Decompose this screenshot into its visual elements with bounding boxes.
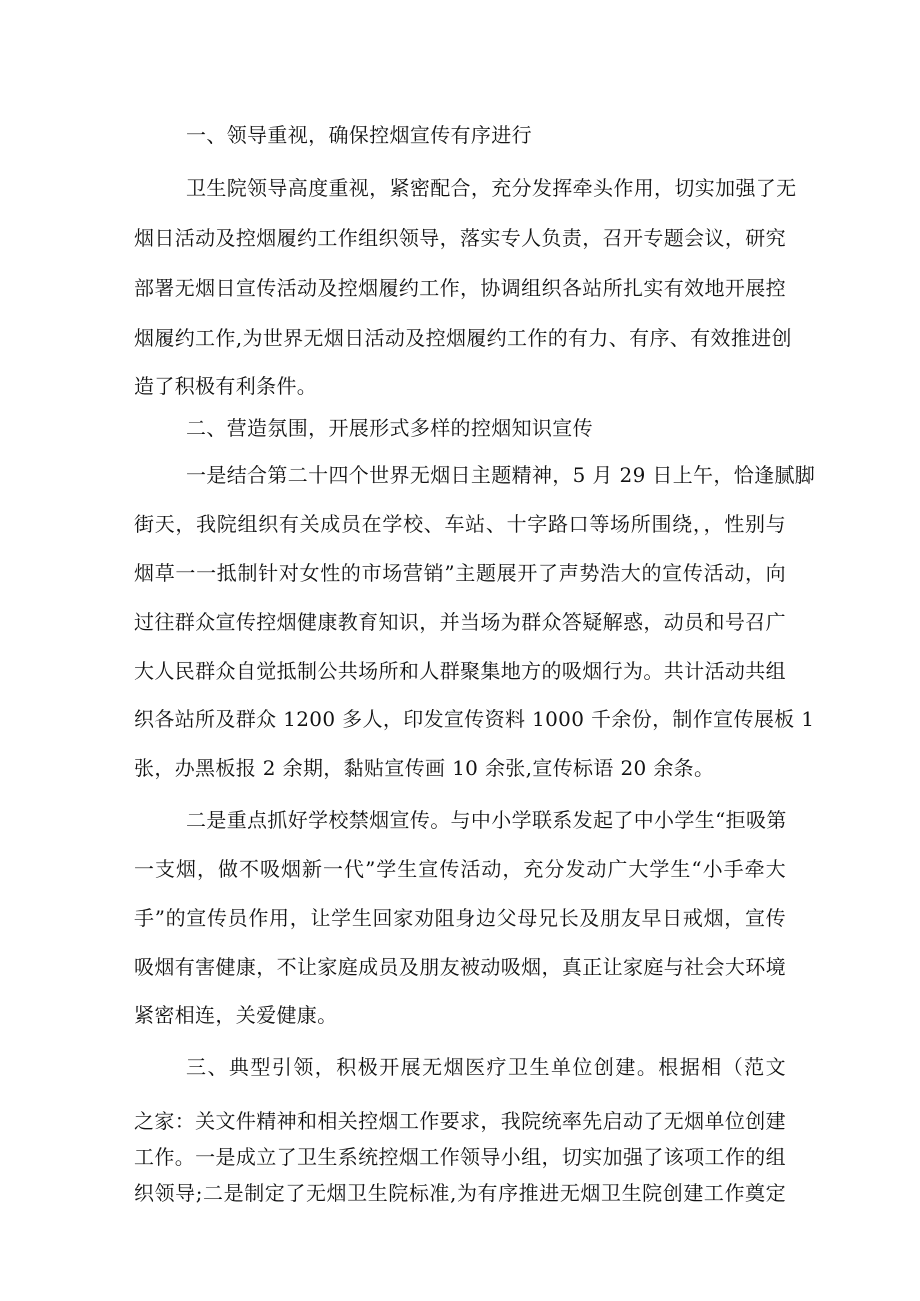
section2-p1-line-4: 过往群众宣传控烟健康教育知识，并当场为群众答疑解惑，动员和号召广 xyxy=(134,610,786,634)
section1-heading: 一、领导重视，确保控烟宣传有序进行 xyxy=(186,123,532,147)
section1-line-3: 部署无烟日宣传活动及控烟履约工作，协调组织各站所扎实有效地开展控 xyxy=(134,276,786,300)
section1-line-1: 卫生院领导高度重视，紧密配合，充分发挥牵头作用，切实加强了无 xyxy=(186,176,797,200)
section2-p1-line-2: 街天，我院组织有关成员在学校、车站、十字路口等场所围绕，，性别与 xyxy=(134,512,786,536)
section2-p2-line-1: 二是重点抓好学校禁烟宣传。与中小学联系发起了中小学生“拒吸第 xyxy=(186,808,787,832)
section2-p1-line-6: 织各站所及群众 1200 多人，印发宣传资料 1000 千余份，制作宣传展板 1 xyxy=(134,707,815,731)
section3-line-2: 工作。一是成立了卫生系统控烟工作领导小组，切实加强了该项工作的组 xyxy=(134,1145,786,1169)
section2-p2-line-4: 吸烟有害健康，不让家庭成员及朋友被动吸烟，真正让家庭与社会大环境 xyxy=(134,955,786,979)
section3-heading: 三、典型引领，积极开展无烟医疗卫生单位创建。根据相（范文 xyxy=(186,1055,786,1079)
section2-p1-line-7: 张，办黑板报 2 余期，黏贴宣传画 10 余张,宣传标语 20 余条。 xyxy=(134,756,715,780)
section1-line-2: 烟日活动及控烟履约工作组织领导，落实专人负责，召开专题会议，研究 xyxy=(134,226,786,250)
section2-p1-line-1: 一是结合第二十四个世界无烟日主题精神，5 月 29 日上午，恰逢腻脚 xyxy=(186,463,816,487)
section2-heading: 二、营造氛围，开展形式多样的控烟知识宣传 xyxy=(186,416,593,440)
section2-p2-line-5: 紧密相连，关爱健康。 xyxy=(134,1003,338,1027)
section2-p2-line-2: 一支烟，做不吸烟新一代”学生宣传活动，充分发动广大学生“小手牵大 xyxy=(134,857,786,881)
section2-p2-line-3: 手”的宣传员作用，让学生回家劝阻身边父母兄长及朋友早日戒烟，宣传 xyxy=(134,906,786,930)
section3-line-1: 之家：关文件精神和相关控烟工作要求，我院统率先启动了无烟单位创建 xyxy=(134,1109,786,1133)
section3-line-3: 织领导;二是制定了无烟卫生院标准,为有序推进无烟卫生院创建工作奠定 xyxy=(134,1181,786,1205)
section2-p1-line-3: 烟草一一抵制针对女性的市场营销”主题展开了声势浩大的宣传活动，向 xyxy=(134,561,786,585)
section1-line-5: 造了积极有利条件。 xyxy=(134,374,318,398)
section2-p1-line-5: 大人民群众自觉抵制公共场所和人群聚集地方的吸烟行为。共计活动共组 xyxy=(134,659,786,683)
section1-line-4: 烟履约工作,为世界无烟日活动及控烟履约工作的有力、有序、有效推进创 xyxy=(134,326,792,350)
